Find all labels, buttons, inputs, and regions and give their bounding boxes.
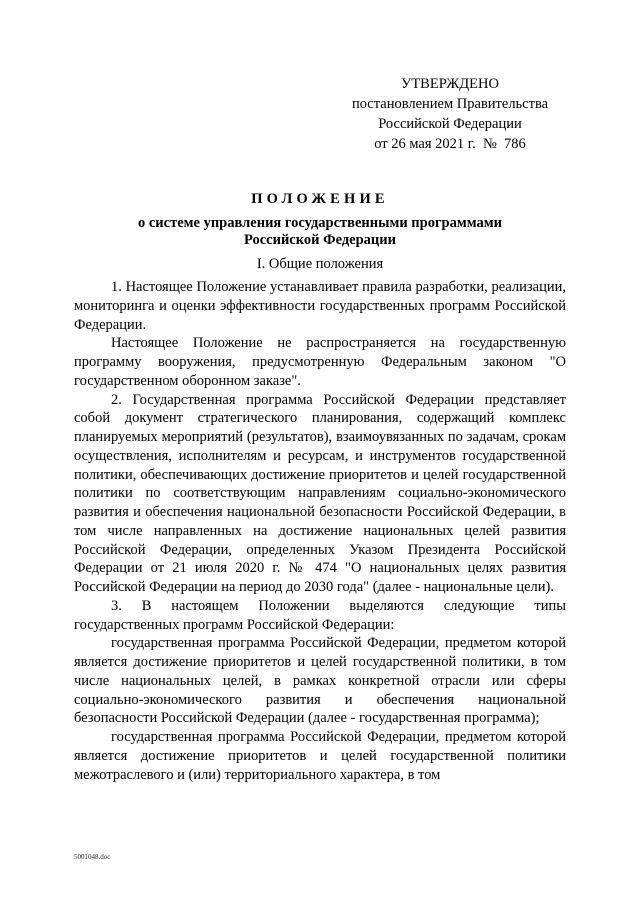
approval-date: от 26 мая 2021 г. № 786 (374, 136, 526, 152)
approval-line-3: Российской Федерации (378, 116, 522, 132)
section-heading: I. Общие положения (256, 256, 384, 272)
document-title: ПОЛОЖЕНИЕ (251, 191, 389, 207)
approval-line-2: постановлением Правительства (351, 96, 549, 112)
approval-heading: УТВЕРЖДЕНО (401, 76, 499, 92)
document-body (74, 278, 566, 784)
paragraph-5: государственная программа Российской Федерации, предметом которой является достижение приоритетов и целей государственной политики, в том числе национальных целей, в рамках конкретной отрасли или сферы социально-экономического развития и обеспечения национальной безопасности Российской Федерации (далее - государственная программа); (74, 635, 566, 727)
paragraph-6: государственная программа Российской Федерации, предметом которой является достижение приоритетов и целей государственной политики межотраслевого и (или) территориального характера, в том (74, 729, 566, 783)
paragraph-1: 1. Настоящее Положение устанавливает правила разработки, реализации, мониторинга и оценки эффективности государственных программ Российской Федерации. (74, 279, 566, 333)
subtitle-line-1: о системе управления государственными программами (137, 215, 503, 231)
paragraph-3: 2. Государственная программа Российской Федерации представляет собой документ стратегического планирования, содержащий комплекс планируемых мероприятий (результатов), взаимоувязанных по задачам, срокам осуществления, исполнителям и ресурсам, и инструментов государственной политики, обеспечивающих достижение приоритетов и целей государственной политики по соответствующим направлениям социально-экономического развития и обеспечения национальной безопасности Российской Федерации, в том числе направленных на достижение национальных целей развития Российской Федерации, определенных Указом Президента Российской Федерации от 21 июля 2020 г. № 474 "О национальных целях развития Российской Федерации на период до 2030 года" (далее - национальные цели). (74, 391, 566, 595)
file-name-footer: 5001048.doc (74, 853, 111, 861)
subtitle-line-2: Российской Федерации (243, 232, 396, 248)
approval-stamp (345, 74, 555, 154)
paragraph-4: 3. В настоящем Положении выделяются следующие типы государственных программ Российской Федерации: (74, 597, 566, 633)
document-subtitle (74, 215, 566, 249)
paragraph-2: Настоящее Положение не распространяется на государственную программу вооружения, предусмотренную Федеральным законом "О государственном оборонном заказе". (74, 335, 566, 389)
